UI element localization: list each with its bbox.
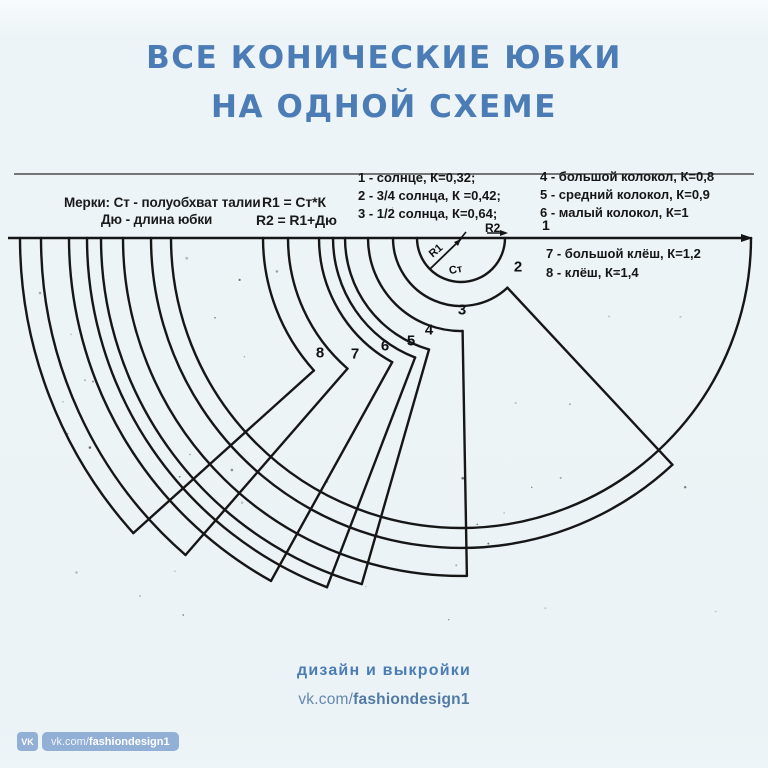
pattern-number-2: 2 (513, 258, 523, 276)
speckle (70, 334, 72, 336)
side-edge-3 (463, 331, 467, 576)
waist-st-label: Ст (448, 262, 464, 278)
speckle (515, 402, 517, 404)
legend-item: 1 - солнце, К=0,32; (358, 170, 476, 185)
legend-item: 7 - большой клёш, К=1,2 (546, 246, 701, 261)
speckle (679, 316, 681, 318)
side-edge-4 (362, 350, 429, 585)
legend-item: 5 - средний колокол, К=0,9 (540, 187, 710, 202)
speckle (365, 586, 366, 587)
speckle (231, 469, 234, 472)
speckle (62, 401, 64, 403)
legend-column-2 (540, 168, 714, 222)
pattern-number-3: 3 (457, 301, 467, 319)
side-edge-7 (186, 369, 348, 555)
legend-item: 3 - 1/2 солнца, К=0,64; (358, 206, 498, 221)
speckle (75, 571, 77, 573)
pattern-number-7: 7 (350, 345, 360, 363)
legend-column-1 (358, 169, 501, 223)
vk-badge-url (42, 732, 179, 751)
speckle (239, 279, 241, 281)
hem-arc-5 (87, 238, 327, 587)
vk-badge-url-name: fashiondesign1 (88, 735, 170, 748)
speckle (608, 315, 610, 317)
speckle (241, 501, 244, 504)
speckle (92, 381, 94, 383)
page-title-line1: ВСЕ КОНИЧЕСКИЕ ЮБКИ (146, 40, 622, 76)
speckle (476, 523, 478, 525)
pattern-number-5: 5 (406, 332, 416, 350)
speckle (174, 570, 176, 572)
speckle (84, 379, 86, 381)
pattern-1-label: 1 (542, 217, 550, 233)
r2-arrow-head (500, 230, 508, 236)
waist-arc-1 (417, 238, 505, 282)
radius-r2-label: R2 (485, 221, 501, 235)
speckle (503, 512, 504, 513)
speckle (684, 486, 686, 488)
speckle (185, 257, 188, 260)
speckle (39, 292, 42, 295)
vk-watermark-badge (17, 732, 179, 751)
legend-item: 8 - клёш, К=1,4 (546, 264, 639, 280)
speckle (448, 619, 449, 620)
pattern-number-6: 6 (380, 337, 390, 355)
speckle (544, 607, 546, 609)
formula-r1: R1 = Ст*К (262, 194, 326, 210)
legend-item: 4 - большой колокол, К=0,8 (540, 169, 715, 184)
radius-r1-label: R1 (426, 241, 446, 261)
speckle (715, 611, 717, 613)
legend-item: 2 - 3/4 солнца, К =0,42; (358, 188, 501, 203)
speckle (569, 403, 571, 405)
speckle (89, 446, 92, 449)
merki-note-line1: Мерки: Ст - полуобхват талии (64, 195, 261, 210)
speckle (487, 543, 489, 545)
vk-badge-url-prefix: vk.com/ (51, 735, 89, 748)
footer-url (0, 691, 768, 709)
speckle (560, 477, 562, 479)
speckle (214, 317, 216, 319)
page-title-line2: НА ОДНОЙ СХЕМЕ (211, 89, 557, 125)
speckle (179, 476, 181, 478)
brand-caption: дизайн и выкройки (297, 662, 471, 679)
formula-r2: R2 = R1+Дю (256, 212, 337, 228)
speckle (244, 356, 246, 358)
pattern-arcs (20, 238, 751, 587)
speckle (276, 270, 279, 273)
speckle (455, 564, 457, 566)
footer-url-name: fashiondesign1 (353, 691, 470, 708)
speckle (189, 454, 191, 456)
speckle (461, 477, 464, 480)
vk-logo-icon: VK (17, 732, 38, 751)
speckle (139, 595, 141, 597)
speckle (531, 487, 532, 488)
legend-column-below-line (546, 245, 701, 282)
pattern-number-8: 8 (315, 344, 325, 362)
merki-note-line2: Дю - длина юбки (101, 212, 213, 227)
legend-item: 6 - малый колокол, К=1 (540, 205, 689, 220)
footer-url-prefix: vk.com/ (298, 691, 354, 708)
pattern-number-4: 4 (424, 321, 434, 339)
side-edge-2 (507, 288, 672, 465)
speckle (182, 614, 184, 616)
